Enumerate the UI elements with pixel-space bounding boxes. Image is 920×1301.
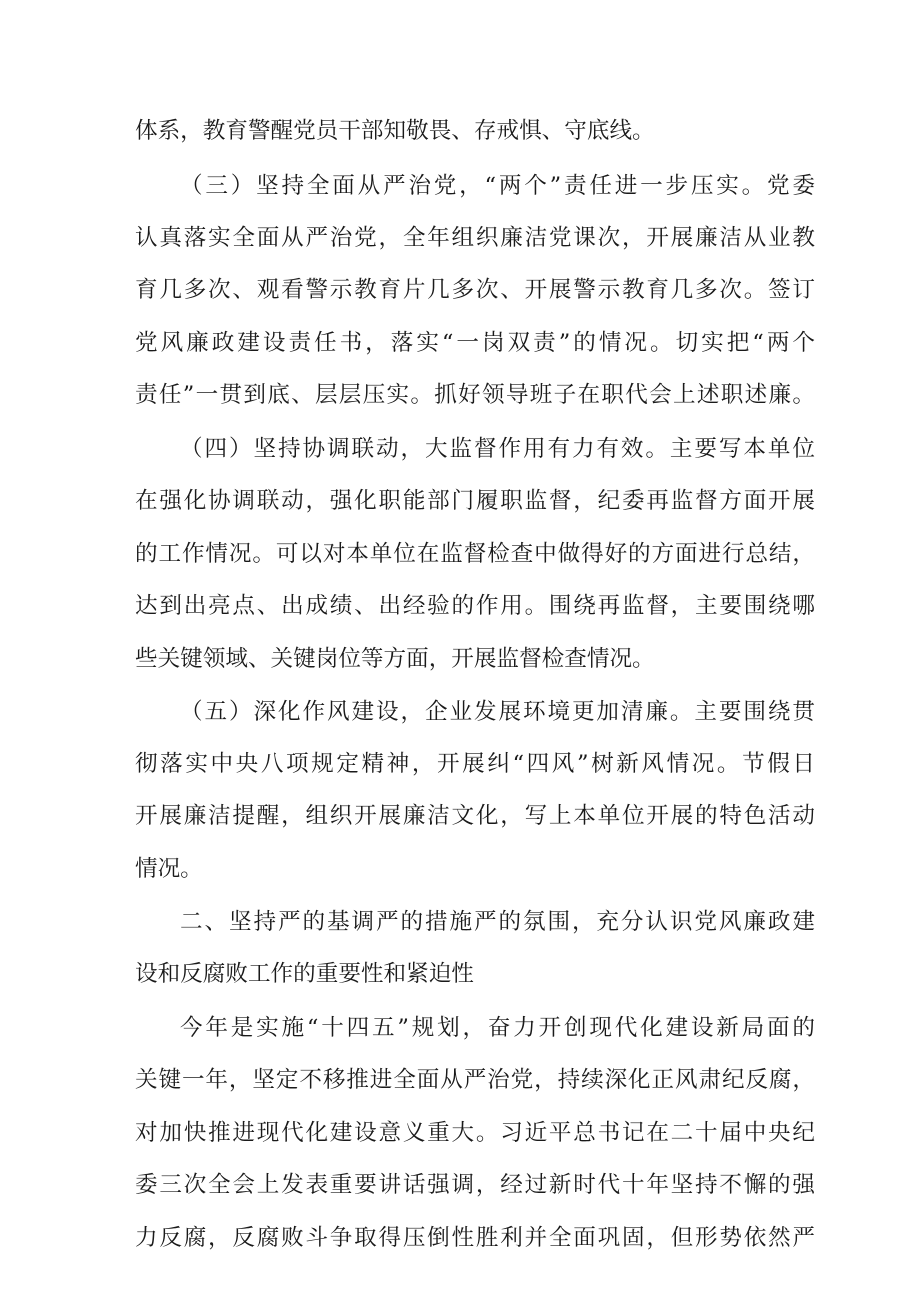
heading-line-2: 设和反腐败工作的重要性和紧迫性 [135,961,474,987]
text-line-7: （四）坚持协调联动，大监督作用有力有效。主要写本单位 [180,436,815,462]
text-line-15: 情况。 [135,856,203,882]
text-line-16: 今年是实施“十四五”规划，奋力开创现代化建设新局面的 [180,1015,815,1041]
text-line-4: 育几多次、观看警示教育片几多次、开展警示教育几多次。签订 [135,277,815,303]
text-line-3: 认真落实全面从严治党，全年组织廉洁党课次，开展廉洁从业教 [135,225,815,251]
text-line-12: （五）深化作风建设，企业发展环境更加清廉。主要围绕贯 [180,699,815,725]
text-line-10: 达到出亮点、出成绩、出经验的作用。围绕再监督，主要围绕哪 [135,593,815,619]
text-line-6: 责任”一贯到底、层层压实。抓好领导班子在职代会上述职述廉。 [135,382,815,408]
text-line-18: 对加快推进现代化建设意义重大。习近平总书记在二十届中央纪 [135,1120,815,1146]
text-line-2: （三）坚持全面从严治党，“两个”责任进一步压实。党委 [180,173,815,199]
text-line-13: 彻落实中央八项规定精神，开展纠“四风”树新风情况。节假日 [135,751,815,777]
text-line-20: 力反腐，反腐败斗争取得压倒性胜利并全面巩固，但形势依然严 [135,1225,815,1251]
text-line-11: 些关键领域、关键岗位等方面，开展监督检查情况。 [135,646,655,672]
heading-line-1: 二、坚持严的基调严的措施严的氛围，充分认识党风廉政建 [180,909,815,935]
text-line-19: 委三次全会上发表重要讲话强调，经过新时代十年坚持不懈的强 [135,1172,815,1198]
text-line-9: 的工作情况。可以对本单位在监督检查中做得好的方面进行总结， [135,541,815,567]
text-line-8: 在强化协调联动，强化职能部门履职监督，纪委再监督方面开展 [135,488,815,514]
text-line-5: 党风廉政建设责任书，落实“一岗双责”的情况。切实把“两个 [135,330,815,356]
text-line-17: 关键一年，坚定不移推进全面从严治党，持续深化正风肃纪反腐， [135,1067,815,1093]
text-line-1: 体系，教育警醒党员干部知敬畏、存戒惧、守底线。 [135,118,655,144]
text-line-14: 开展廉洁提醒，组织开展廉洁文化，写上本单位开展的特色活动 [135,803,815,829]
